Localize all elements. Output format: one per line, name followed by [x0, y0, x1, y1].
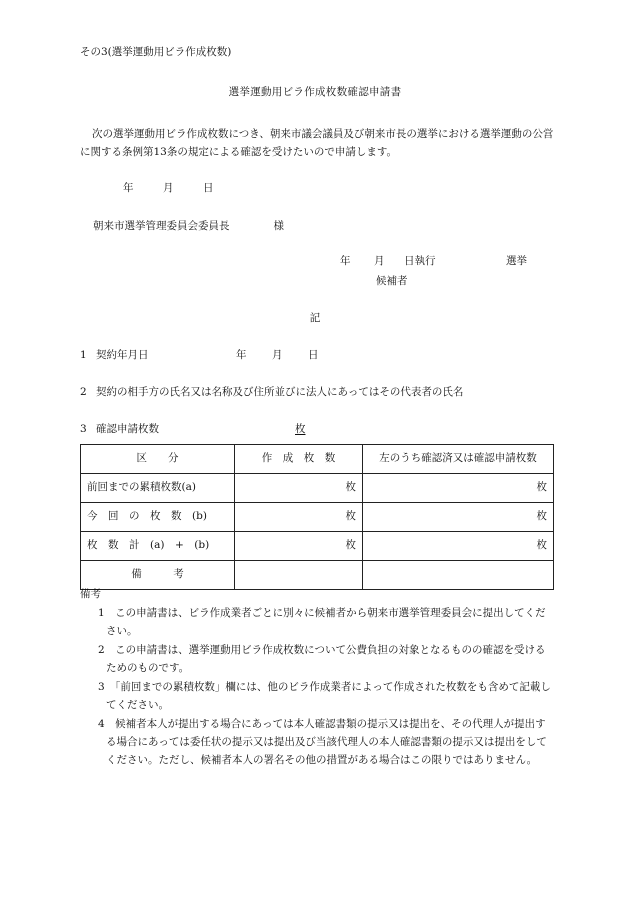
election-exec: 日執行 [404, 255, 436, 267]
contract-date-label: 契約年月日 [96, 349, 149, 361]
election-date-line [340, 255, 527, 268]
note-item: 1 この申請書は、ビラ作成業者ごとに別々に候補者から朝来市選挙管理委員会に提出してください。 [98, 607, 546, 638]
row-label: 前回までの累積枚数(a) [81, 474, 235, 503]
ki-mark: 記 [309, 312, 321, 324]
count-table [80, 444, 554, 590]
date-year: 年 [123, 182, 134, 194]
created-count-cell[interactable]: 枚 [235, 532, 363, 561]
date-day: 日 [203, 182, 214, 194]
item-contract-date: 1 契約年月日 年 月 日 [80, 349, 319, 361]
requested-count-field: 確認申請枚数 枚 [96, 423, 306, 435]
candidate-label: 候補者 [376, 275, 408, 287]
item-requested-count: 3 確認申請枚数 枚 [80, 423, 306, 435]
document-title: 選挙運動用ビラ作成枚数確認申請書 [228, 86, 402, 98]
confirmed-count-cell[interactable]: 枚 [363, 532, 554, 561]
election-label: 選挙 [506, 255, 527, 267]
form-number: その3(選挙運動用ビラ作成枚数) [80, 46, 232, 58]
table-row [81, 561, 554, 590]
confirmed-count-cell[interactable]: 枚 [363, 474, 554, 503]
notes-list [80, 604, 555, 770]
contract-party-label: 契約の相手方の氏名又は名称及び住所並びに法人にあってはその代表者の氏名 [96, 386, 464, 398]
addressee [93, 220, 284, 233]
header-category: 区 分 [81, 445, 235, 474]
election-year: 年 [340, 255, 351, 267]
intro-paragraph: 次の選挙運動用ビラ作成枚数につき、朝来市議会議員及び朝来市長の選挙における選挙運動の公営に関する条例第13条の規定による確認を受けたいので申請します。 [80, 128, 554, 159]
header-created-count: 作 成 枚 数 [235, 445, 363, 474]
notes-title: 備考 [80, 588, 101, 600]
confirmed-count-cell[interactable]: 枚 [363, 503, 554, 532]
table-row [81, 503, 554, 532]
table-header-row [81, 445, 554, 474]
table-row [81, 474, 554, 503]
addressee-name: 朝来市選挙管理委員会委員長 [93, 220, 230, 232]
remarks-label: 備 考 [81, 561, 235, 590]
created-count-cell[interactable]: 枚 [235, 503, 363, 532]
header-confirmed-count: 左のうち確認済又は確認申請枚数 [363, 445, 554, 474]
note-item: 2 この申請書は、選挙運動用ビラ作成枚数について公費負担の対象となるものの確認を受けるためのものです。 [98, 644, 546, 675]
date-month: 月 [163, 182, 174, 194]
election-month: 月 [374, 255, 385, 267]
created-count-cell[interactable]: 枚 [235, 474, 363, 503]
row-label: 今 回 の 枚 数 (b) [81, 503, 235, 532]
item-contract-party: 2 契約の相手方の氏名又は名称及び住所並びに法人にあってはその代表者の氏名 [80, 386, 464, 398]
addressee-honorific: 様 [273, 220, 284, 232]
table-row [81, 532, 554, 561]
application-date [123, 182, 214, 195]
remarks-cell[interactable] [235, 561, 363, 590]
requested-count-unit: 枚 [295, 423, 306, 435]
note-item: 4 候補者本人が提出する場合にあっては本人確認書類の提示又は提出を、その代理人が提出する場合にあっては委任状の提示又は提出及び当該代理人の本人確認書類の提示又は提出をしてください。ただし、候補者本人の署名その他の措置がある場合はこの限りではありません。 [98, 718, 547, 767]
note-item: 3 「前回までの累積枚数」欄には、他のビラ作成業者によって作成された枚数をも含めて記載してください。 [98, 681, 551, 712]
row-label: 枚 数 計 (a) + (b) [81, 532, 235, 561]
remarks-cell[interactable] [363, 561, 554, 590]
